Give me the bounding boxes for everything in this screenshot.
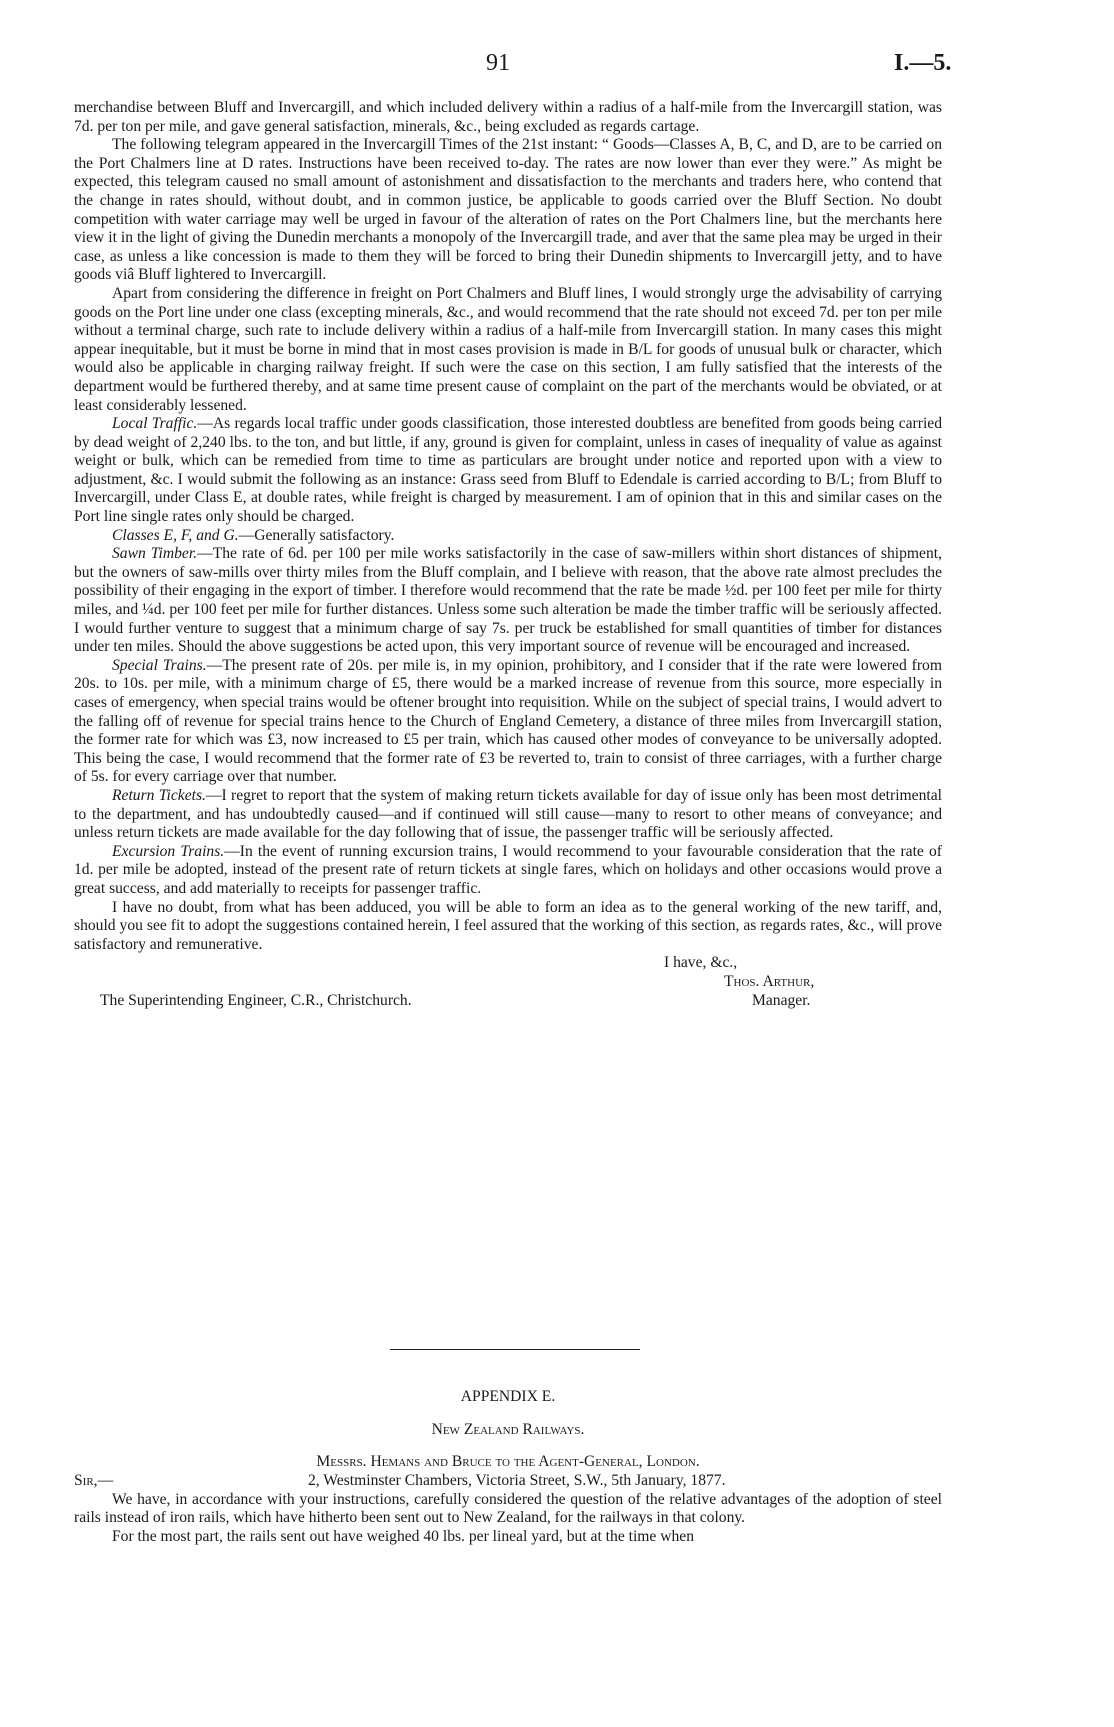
- paragraph-special-trains: [74, 657, 942, 787]
- text-excursion-trains: —In the event of running excursion trains, I would recommend to your favourable consideration that the rate of 1d. per mile be adopted, instead of the present rate of return tickets at single fares, which on holidays and other occasions would prove a great success, and add materially to receipts for passenger traffic.: [74, 842, 942, 897]
- heading-special-trains: Special Trains.: [112, 656, 207, 674]
- paragraph-conclusion: I have no doubt, from what has been adduced, you will be able to form an idea as to the general working of the new tariff, and, should you see fit to adopt the suggestions contained herein, I feel assured that the working of this section, as regards rates, &c., will prove satisfactory and remunerative.: [74, 898, 942, 953]
- signature-name-line: [74, 973, 942, 992]
- salutation: Sir,—: [74, 1471, 114, 1489]
- text-sawn-timber: —The rate of 6d. per 100 per mile works satisfactorily in the case of saw-millers within short distances of shipment, but the owners of saw-mills over thirty miles from the Bluff complain, and I believe with reason, that the above rate almost precludes the possibility of their engaging in the export of timber. I therefore would recommend that the rate be made ½d. per 100 feet per mile for thirty miles, and ¼d. per 100 feet per mile for further distances. Unless some such alteration be made the timber traffic will be seriously affected. I would further venture to suggest that a minimum charge of say 7s. per truck be established for small quantities of timber for distances under ten miles. Should the above suggestions be acted upon, this very important source of revenue will be encouraged and increased.: [74, 545, 942, 656]
- appendix-paragraph-1: We have, in accordance with your instructions, carefully considered the question of the relative advantages of the adoption of steel rails instead of iron rails, which have hitherto been sent out to New Zealand, for the railways in that colony.: [74, 1490, 942, 1527]
- text-return-tickets: —I regret to report that the system of making return tickets available for day of issue only has been most detrimental to the department, and has undoubtedly caused—and if continued will still cause—many to resort to other means of conveyance; and unless return tickets are made available for the day following that of issue, the passenger traffic will be seriously affected.: [74, 786, 942, 842]
- signature-closing-line: [74, 954, 942, 973]
- page-number: 91: [486, 50, 510, 76]
- appendix-subheading: New Zealand Railways.: [431, 1420, 585, 1438]
- paragraph-return-tickets: [74, 787, 942, 843]
- appendix-paragraph-2: For the most part, the rails sent out have weighed 40 lbs. per lineal yard, but at the time when: [112, 1527, 695, 1545]
- appendix-section: [74, 1388, 942, 1547]
- addressee: The Superintending Engineer, C.R., Christchurch.: [100, 992, 412, 1010]
- heading-sawn-timber: Sawn Timber.: [112, 545, 198, 563]
- salutation-line: [74, 1472, 942, 1491]
- address-date: 2, Westminster Chambers, Victoria Street, S.W., 5th January, 1877.: [308, 1471, 726, 1489]
- page-header: [0, 50, 1114, 82]
- text-special-trains: —The present rate of 20s. per mile is, in my opinion, prohibitory, and I consider that if the rate were lowered from 20s. to 10s. per mile, with a minimum charge of £5, there would be a marked increase of revenue from this source, more especially in cases of emergency, when special trains would be oftener brought into requisition. While on the subject of special trains, I would advert to the falling off of revenue for special trains hence to the Church of England Cemetery, a distance of three miles from Invercargill station, the former rate for which was £3, now increased to £5 per train, which has caused other modes of conveyance to be universally adopted. This being the case, I would recommend that the former rate of £3 be reverted to, train to consist of three carriages, with a further charge of 5s. for every carriage over that number.: [74, 656, 942, 786]
- signature-name: Thos. Arthur,: [724, 973, 815, 991]
- text-classes: —Generally satisfactory.: [238, 526, 395, 544]
- paragraph-merchandise: merchandise between Bluff and Invercargill, and which included delivery within a radius of a half-mile from the Invercargill station, was 7d. per ton per mile, and gave general satisfaction, minerals, &c., being excluded as regards cartage.: [74, 99, 942, 135]
- signature-title: Manager.: [752, 992, 811, 1010]
- paragraph-telegram: The following telegram appeared in the Invercargill Times of the 21st instant: “ Goods—Classes A, B, C, and D, are to be carried on the Port Chalmers line at D rates. Instructions have been received to-day. The rates are now lower than ever they were.” As might be expected, this telegram caused no small amount of astonishment and dissatisfaction to the merchants and traders here, who contend that the change in rates should, without doubt, and in common justice, be applicable to goods carried over the Bluff Section. No doubt competition with water carriage may well be urged in favour of the alteration of rates on the Port Chalmers line, but the merchants here view it in the light of giving the Dunedin merchants a monopoly of the Invercargill trade, and aver that the same plea may be urged in their case, as unless a like concession is made to them they will be forced to bring their Dunedin shipments to Invercargill jetty, and to have goods viâ Bluff lightered to Invercargill.: [74, 136, 942, 284]
- heading-excursion-trains: Excursion Trains.: [112, 842, 225, 860]
- text-local-traffic: —As regards local traffic under goods classification, those interested doubtless are benefited from goods being carried by dead weight of 2,240 lbs. to the ton, and but little, if any, ground is given for complaint, unless in cases of inequality of value as against weight or bulk, which can be remedied from time to time as particulars are brought under notice and reported upon with a view to adjustment, &c. I would submit the following as an instance: Grass seed from Bluff to Edendale is carried according to B/L; from Bluff to Invercargill, under Class E, at double rates, while freight is charged by measurement. I am of opinion that in this and similar cases on the Port line single rates only should be charged.: [74, 415, 942, 526]
- paragraph-local-traffic: [74, 415, 942, 527]
- heading-classes: Classes E, F, and G.: [112, 526, 239, 544]
- heading-local-traffic: Local Traffic.: [112, 415, 198, 433]
- letter-body: [74, 99, 942, 1011]
- signature-title-line: [74, 992, 942, 1011]
- appendix-from-line: Messrs. Hemans and Bruce to the Agent-General, London.: [316, 1453, 700, 1471]
- section-divider: [390, 1349, 640, 1350]
- paragraph-sawn-timber: [74, 545, 942, 657]
- appendix-heading: APPENDIX E.: [460, 1388, 556, 1405]
- signature-closing: I have, &c.,: [664, 954, 738, 972]
- section-code: I.—5.: [894, 50, 952, 76]
- paragraph-excursion-trains: [74, 843, 942, 899]
- paragraph-port-line: Apart from considering the difference in freight on Port Chalmers and Bluff lines, I would strongly urge the advisability of carrying goods on the Port line under one class (excepting minerals, &c., and would recommend that the rate should not exceed 7d. per ton per mile without a terminal charge, such rate to include delivery within a radius of a half-mile from Invercargill station. In many cases this might appear inequitable, but it must be borne in mind that in most cases provision is made in B/L for goods of unusual bulk or character, which would also be applicable in charging railway freight. If such were the case on this section, I am fully satisfied that the interests of the department would be furthered thereby, and at same time present cause of complaint on the part of the merchants would be obviated, or at least considerably lessened.: [74, 284, 942, 414]
- heading-return-tickets: Return Tickets.: [112, 786, 206, 804]
- paragraph-classes: [74, 527, 942, 546]
